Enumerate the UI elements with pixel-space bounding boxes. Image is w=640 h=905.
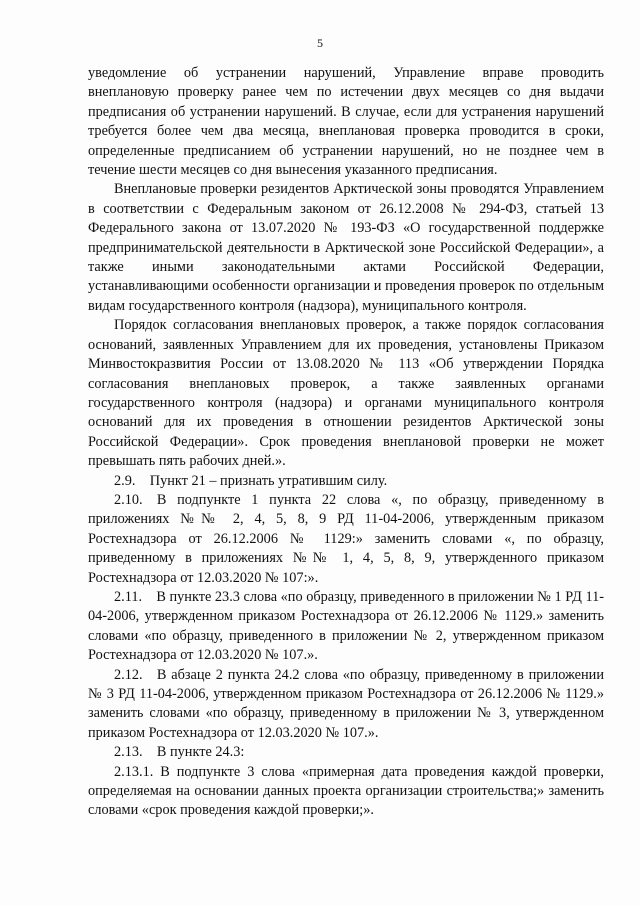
- paragraph-2-13: 2.13. В пункте 24.3:: [114, 744, 245, 761]
- paragraph-approval-procedure: Порядок согласования внеплановых проверок, а также порядок согласования оснований, заявленных Управлением для их проведения, установлены Приказом Минвостокразвития России от 13.08.2020 № 113 «Об утверждении Порядка согласования внеплановых проверок, а также заявленных органами государственного контроля (надзора) и органами муниципального контроля оснований для их проведения в отношении резидентов Арктической зоны Российской Федерации». Срок проведения внеплановой проверки не может превышать пять рабочих дней.».: [88, 317, 604, 470]
- paragraph-2-9: 2.9. Пункт 21 – признать утратившим силу.: [114, 472, 388, 489]
- document-body: [88, 64, 604, 821]
- paragraph-2-13-1: 2.13.1. В подпункте 3 слова «примерная дата проведения каждой проверки, определяемая на основании данных проекта организации строительства;» заменить словами «срок проведения каждой проверки;».: [88, 763, 604, 819]
- paragraph-2-11: 2.11. В пункте 23.3 слова «по образцу, приведенного в приложении № 1 РД 11-04-2006, утвержденном приказом Ростехнадзора от 26.12.2006 № 1129.» заменить словами «по образцу, приведенного в приложении № 2, утвержденном приказом Ростехнадзора от 12.03.2020 № 107.».: [88, 588, 604, 664]
- paragraph-arctic-inspections: Внеплановые проверки резидентов Арктической зоны проводятся Управлением в соответствии с Федеральным законом от 26.12.2008 № 294-ФЗ, статьей 13 Федерального закона от 13.07.2020 № 193-ФЗ «О государственной поддержке предпринимательской деятельности в Арктической зоне Российской Федерации», а также иными законодательными актами Российской Федерации, устанавливающими особенности организации и проведения проверок по отдельным видам государственного контроля (надзора), муниципального контроля.: [88, 181, 604, 314]
- paragraph-2-10: 2.10. В подпункте 1 пункта 22 слова «, по образцу, приведенному в приложениях №№ 2, 4, 5, 8, 9 РД 11-04-2006, утвержденным приказом Ростехнадзора от 26.12.2006 № 1129:» заменить словами «, по образцу, приведенному в приложениях №№ 1, 4, 5, 8, 9, утвержденного приказом Ростехнадзора от 12.03.2020 № 107:».: [88, 491, 604, 586]
- paragraph-continuation: уведомление об устранении нарушений, Управление вправе проводить внеплановую проверку ранее чем по истечении двух месяцев со дня выдачи предписания об устранении нарушений. В случае, если для устранения нарушений требуется более чем два месяца, внеплановая проверка проводится в сроки, определенные предписанием об устранении нарушений, но не позднее чем в течение шести месяцев со дня вынесения указанного предписания.: [88, 65, 604, 179]
- page-number: 5: [317, 36, 323, 50]
- paragraph-2-12: 2.12. В абзаце 2 пункта 24.2 слова «по образцу, приведенному в приложении № 3 РД 11-04-2006, утвержденном приказом Ростехнадзора от 26.12.2006 № 1129.» заменить словами «по образцу, приведенному в приложении № 3, утвержденном приказом Ростехнадзора от 12.03.2020 № 107.».: [88, 666, 604, 741]
